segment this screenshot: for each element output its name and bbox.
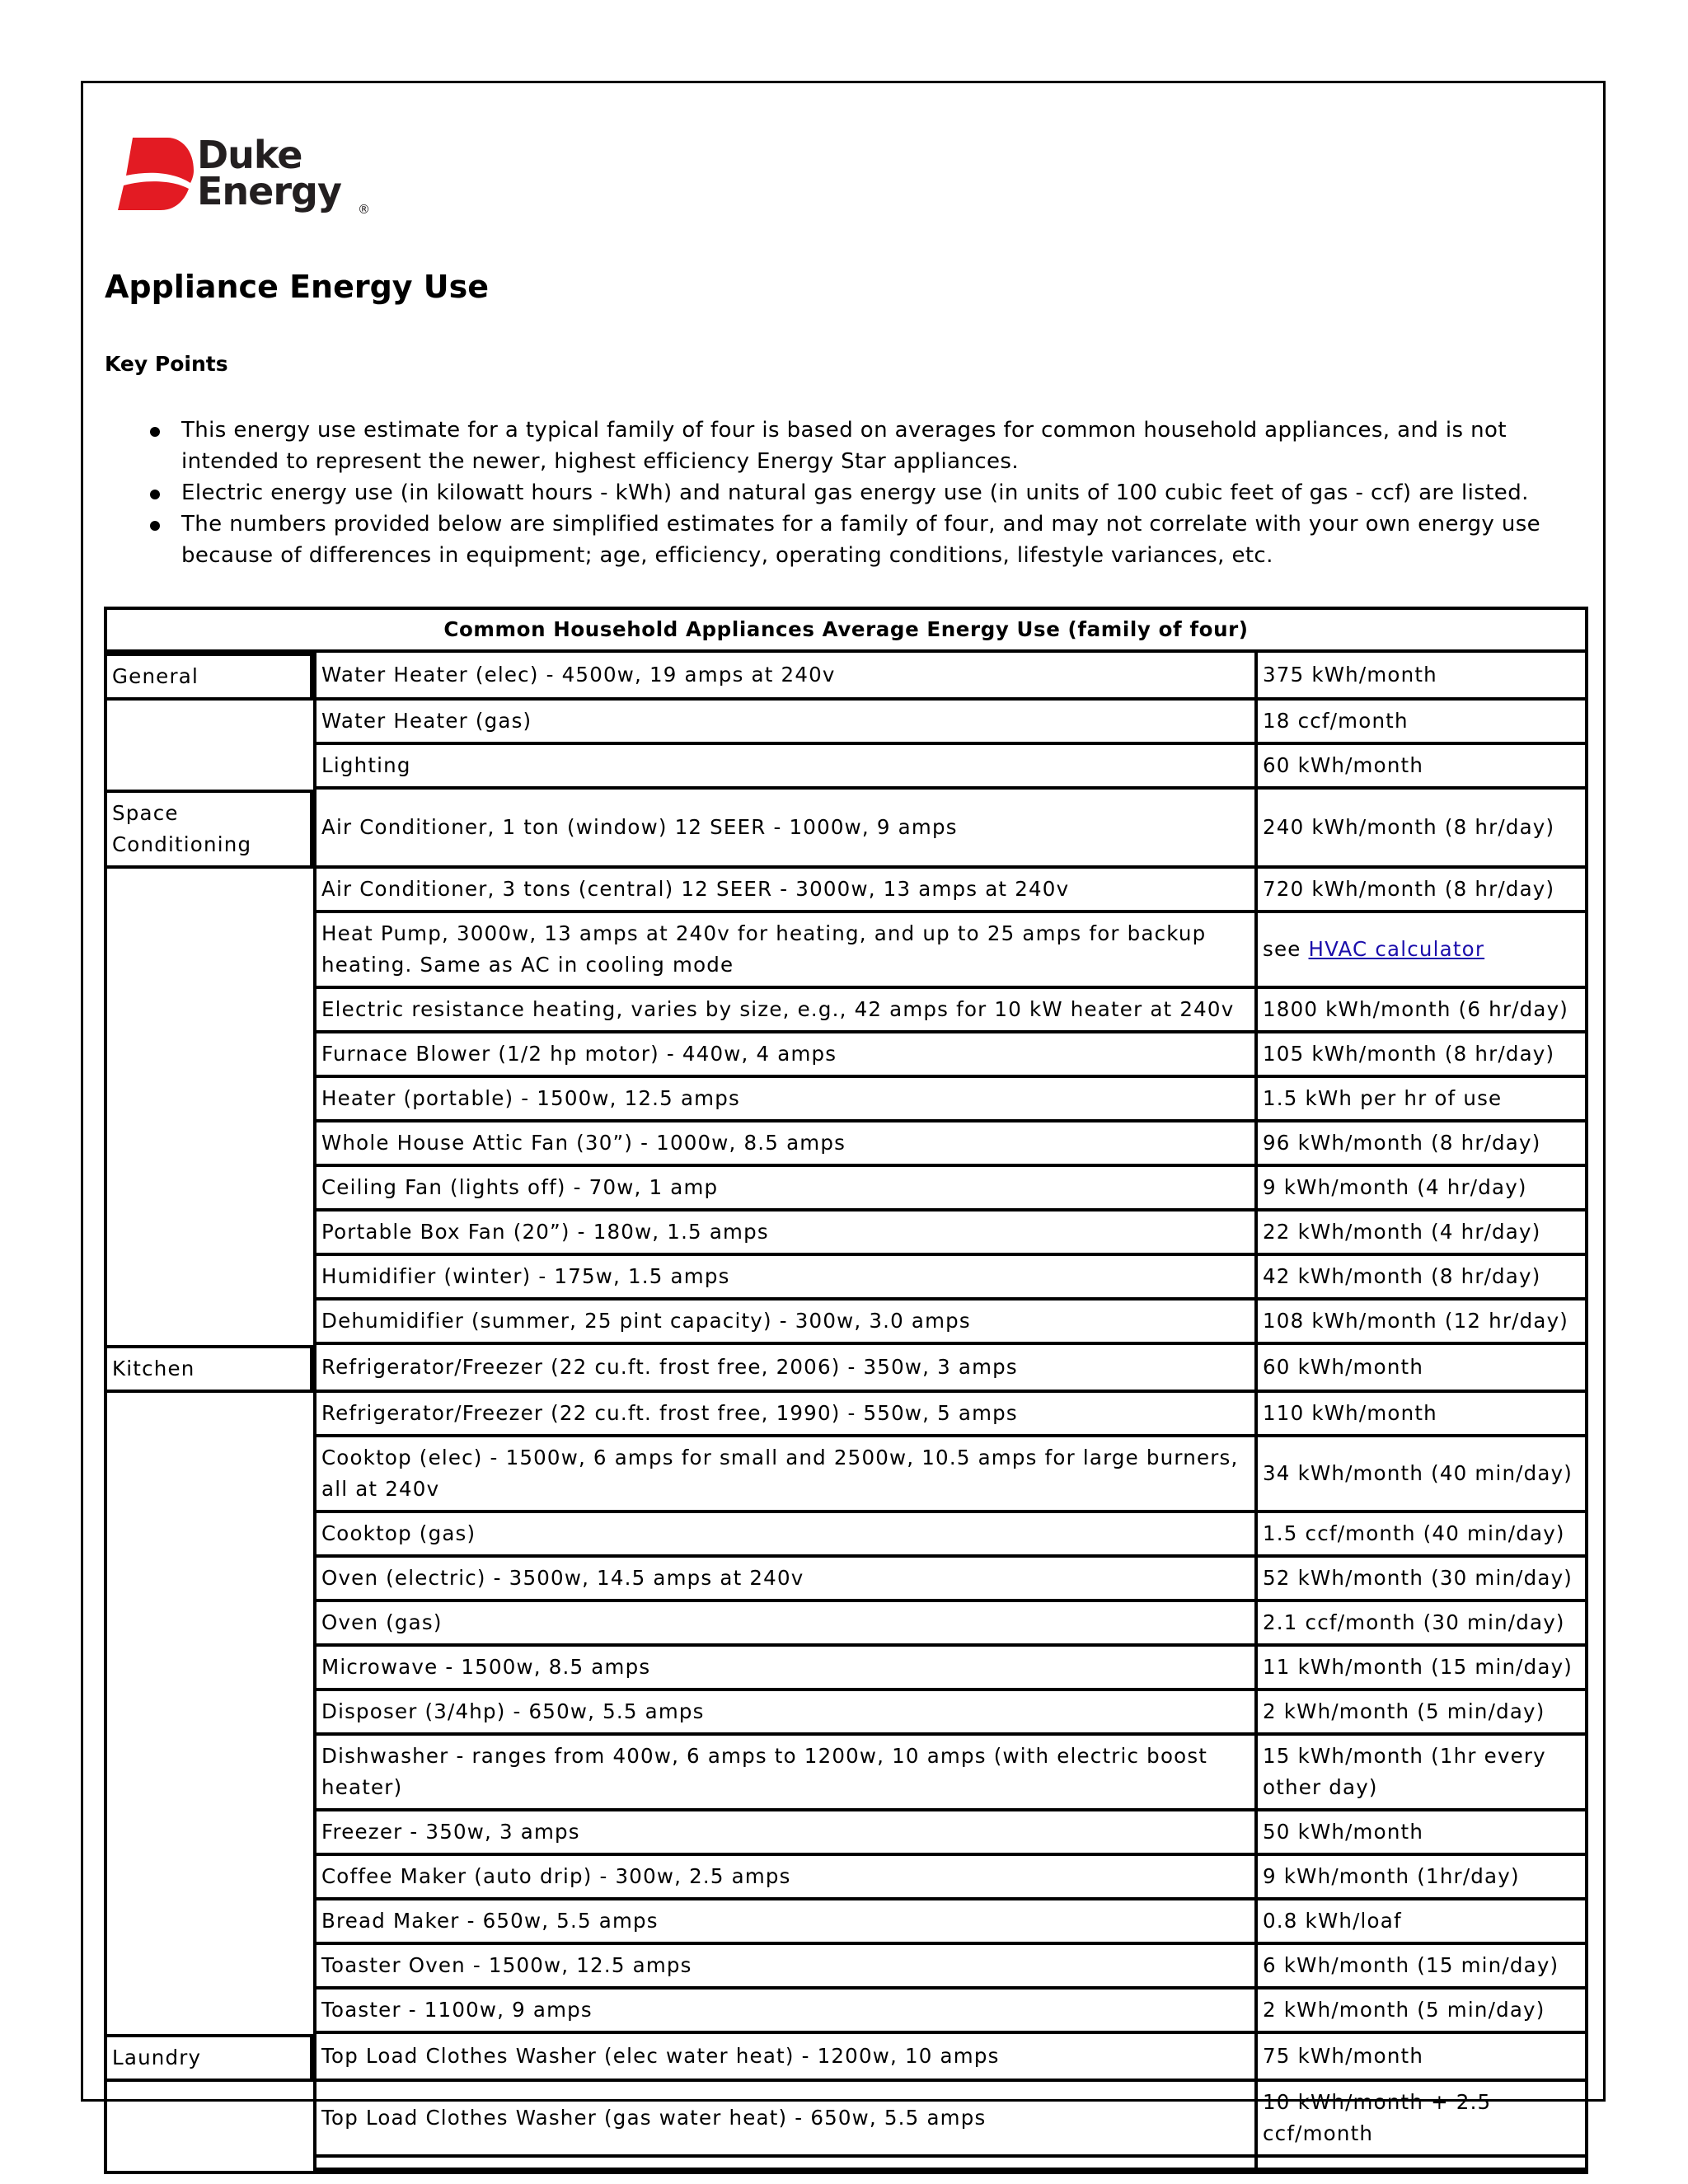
table-row xyxy=(107,790,1585,869)
usage-cell: 6 kWh/month (15 min/day) xyxy=(1258,1945,1585,1990)
appliance-cell: Coffee Maker (auto drip) - 300w, 2.5 amps xyxy=(313,1856,1258,1900)
usage-prefix: see xyxy=(1263,937,1301,961)
appliance-cell: Portable Box Fan (20”) - 180w, 1.5 amps xyxy=(313,1212,1258,1256)
table-row xyxy=(107,1558,1585,1602)
logo-word-duke: Duke xyxy=(197,133,302,177)
appliance-cell: Oven (electric) - 3500w, 14.5 amps at 240v xyxy=(313,1558,1258,1602)
usage-cell: 2 kWh/month (5 min/day) xyxy=(1258,1691,1585,1736)
appliance-cell: Heat Pump, 3000w, 13 amps at 240v for heating, and up to 25 amps for backup heating. Same as AC in cooling mode xyxy=(313,913,1258,989)
category-cell: Space Conditioning xyxy=(107,790,313,869)
usage-cell: 1800 kWh/month (6 hr/day) xyxy=(1258,989,1585,1033)
table-row xyxy=(107,989,1585,1033)
key-point-item xyxy=(105,415,1588,477)
table-row xyxy=(107,1256,1585,1301)
category-cell: Laundry xyxy=(107,2034,313,2082)
category-cell xyxy=(107,701,313,745)
category-cell xyxy=(107,1900,313,1945)
table-row xyxy=(107,745,1585,790)
duke-energy-logo xyxy=(116,133,396,223)
table-row xyxy=(107,1691,1585,1736)
usage-cell: 9 kWh/month (1hr/day) xyxy=(1258,1856,1585,1900)
table-row xyxy=(107,1945,1585,1990)
usage-cell: 42 kWh/month (8 hr/day) xyxy=(1258,1256,1585,1301)
table-row xyxy=(107,1811,1585,1856)
table-row xyxy=(107,1212,1585,1256)
page-title: Appliance Energy Use xyxy=(105,269,490,305)
usage-cell: 22 kWh/month (4 hr/day) xyxy=(1258,1212,1585,1256)
table-row xyxy=(107,701,1585,745)
hvac-calculator-link[interactable]: HVAC calculator xyxy=(1308,937,1485,961)
key-point-item xyxy=(105,509,1588,571)
bullet-icon xyxy=(150,521,160,531)
category-cell xyxy=(107,869,313,913)
usage-cell: 110 kWh/month xyxy=(1258,1393,1585,1437)
usage-cell: 18 ccf/month xyxy=(1258,701,1585,745)
appliance-energy-table xyxy=(104,607,1588,2174)
category-cell: General xyxy=(107,653,313,701)
appliance-cell: Microwave - 1500w, 8.5 amps xyxy=(313,1647,1258,1691)
bullet-icon xyxy=(150,490,160,499)
table-row xyxy=(107,913,1585,989)
table-row xyxy=(107,869,1585,913)
category-cell xyxy=(107,745,313,790)
category-cell xyxy=(107,1513,313,1558)
category-cell xyxy=(107,1736,313,1811)
usage-cell: 34 kWh/month (40 min/day) xyxy=(1258,1437,1585,1513)
table-row xyxy=(107,1900,1585,1945)
table-caption-row xyxy=(107,610,1585,653)
table-row xyxy=(107,653,1585,701)
category-cell xyxy=(107,1078,313,1122)
appliance-cell: Lighting xyxy=(313,745,1258,790)
category-cell xyxy=(107,1122,313,1167)
appliance-cell: Refrigerator/Freezer (22 cu.ft. frost free, 1990) - 550w, 5 amps xyxy=(313,1393,1258,1437)
usage-cell: 1.5 kWh per hr of use xyxy=(1258,1078,1585,1122)
category-cell xyxy=(107,1647,313,1691)
usage-cell: 60 kWh/month xyxy=(1258,1345,1585,1393)
table-row xyxy=(107,2082,1585,2158)
appliance-cell: Refrigerator/Freezer (22 cu.ft. frost free, 2006) - 350w, 3 amps xyxy=(313,1345,1258,1393)
appliance-cell: Toaster Oven - 1500w, 12.5 amps xyxy=(313,1945,1258,1990)
category-cell xyxy=(107,1945,313,1990)
appliance-cell: Top Load Clothes Washer (gas water heat) - 650w, 5.5 amps xyxy=(313,2082,1258,2158)
appliance-cell: Bread Maker - 650w, 5.5 amps xyxy=(313,1900,1258,1945)
category-cell xyxy=(107,1558,313,1602)
category-cell xyxy=(107,1393,313,1437)
table-row xyxy=(107,1345,1585,1393)
appliance-cell: Oven (gas) xyxy=(313,1602,1258,1647)
appliance-cell: Whole House Attic Fan (30”) - 1000w, 8.5 amps xyxy=(313,1122,1258,1167)
appliance-cell: Water Heater (elec) - 4500w, 19 amps at 240v xyxy=(313,653,1258,701)
usage-cell: 720 kWh/month (8 hr/day) xyxy=(1258,869,1585,913)
key-point-item xyxy=(105,477,1588,509)
category-cell xyxy=(107,1033,313,1078)
duke-energy-flame-icon xyxy=(116,134,195,213)
table-row xyxy=(107,1437,1585,1513)
table-row xyxy=(107,1602,1585,1647)
appliance-cell: Air Conditioner, 1 ton (window) 12 SEER - 1000w, 9 amps xyxy=(313,790,1258,869)
usage-cell: 105 kWh/month (8 hr/day) xyxy=(1258,1033,1585,1078)
appliance-cell: Cooktop (elec) - 1500w, 6 amps for small and 2500w, 10.5 amps for large burners, all at 240v xyxy=(313,1437,1258,1513)
appliance-cell: Toaster - 1100w, 9 amps xyxy=(313,1990,1258,2034)
appliance-cell: Cooktop (gas) xyxy=(313,1513,1258,1558)
usage-cell: 1.5 ccf/month (40 min/day) xyxy=(1258,1513,1585,1558)
category-cell xyxy=(107,1811,313,1856)
usage-cell: 15 kWh/month (1hr every other day) xyxy=(1258,1736,1585,1811)
usage-cell: 108 kWh/month (12 hr/day) xyxy=(1258,1301,1585,1345)
table-row xyxy=(107,1513,1585,1558)
table-row xyxy=(107,1301,1585,1345)
usage-cell: 96 kWh/month (8 hr/day) xyxy=(1258,1122,1585,1167)
category-cell: Kitchen xyxy=(107,1345,313,1393)
appliance-cell: Disposer (3/4hp) - 650w, 5.5 amps xyxy=(313,1691,1258,1736)
appliance-cell: Humidifier (winter) - 175w, 1.5 amps xyxy=(313,1256,1258,1301)
usage-cell: 52 kWh/month (30 min/day) xyxy=(1258,1558,1585,1602)
table-row xyxy=(107,1393,1585,1437)
usage-cell: 2 kWh/month (5 min/day) xyxy=(1258,1990,1585,2034)
key-points-heading: Key Points xyxy=(105,352,228,376)
category-cell xyxy=(107,1691,313,1736)
usage-cell: 240 kWh/month (8 hr/day) xyxy=(1258,790,1585,869)
table-row xyxy=(107,1736,1585,1811)
appliance-cell: Furnace Blower (1/2 hp motor) - 440w, 4 amps xyxy=(313,1033,1258,1078)
usage-cell xyxy=(1258,2158,1585,2171)
table-row xyxy=(107,1647,1585,1691)
usage-cell: 375 kWh/month xyxy=(1258,653,1585,701)
appliance-cell: Heater (portable) - 1500w, 12.5 amps xyxy=(313,1078,1258,1122)
table-row xyxy=(107,2158,1585,2171)
logo-word-energy: Energy xyxy=(197,169,341,213)
appliance-cell: Air Conditioner, 3 tons (central) 12 SEER - 3000w, 13 amps at 240v xyxy=(313,869,1258,913)
table-caption: Common Household Appliances Average Energy Use (family of four) xyxy=(107,610,1585,653)
table-row xyxy=(107,1167,1585,1212)
usage-cell: 2.1 ccf/month (30 min/day) xyxy=(1258,1602,1585,1647)
page-frame xyxy=(81,81,1606,2145)
category-cell xyxy=(107,2082,313,2158)
category-cell xyxy=(107,1856,313,1900)
key-points-list xyxy=(105,415,1588,571)
appliance-cell: Electric resistance heating, varies by size, e.g., 42 amps for 10 kW heater at 240v xyxy=(313,989,1258,1033)
appliance-cell: Freezer - 350w, 3 amps xyxy=(313,1811,1258,1856)
usage-cell: 10 kWh/month + 2.5 ccf/month xyxy=(1258,2082,1585,2158)
logo-registered-mark: ® xyxy=(358,202,370,217)
appliance-cell xyxy=(313,2158,1258,2171)
usage-cell: 9 kWh/month (4 hr/day) xyxy=(1258,1167,1585,1212)
appliance-cell: Ceiling Fan (lights off) - 70w, 1 amp xyxy=(313,1167,1258,1212)
usage-cell: 50 kWh/month xyxy=(1258,1811,1585,1856)
table-row xyxy=(107,1122,1585,1167)
category-cell xyxy=(107,2158,313,2171)
appliance-cell: Water Heater (gas) xyxy=(313,701,1258,745)
category-cell xyxy=(107,1437,313,1513)
appliance-cell: Dishwasher - ranges from 400w, 6 amps to 1200w, 10 amps (with electric boost heater) xyxy=(313,1736,1258,1811)
bullet-icon xyxy=(150,427,160,437)
table-row xyxy=(107,1990,1585,2034)
category-cell xyxy=(107,1990,313,2034)
usage-cell: 75 kWh/month xyxy=(1258,2034,1585,2082)
usage-cell: 0.8 kWh/loaf xyxy=(1258,1900,1585,1945)
usage-cell: 60 kWh/month xyxy=(1258,745,1585,790)
category-cell xyxy=(107,989,313,1033)
table-row xyxy=(107,1078,1585,1122)
appliance-cell: Dehumidifier (summer, 25 pint capacity) - 300w, 3.0 amps xyxy=(313,1301,1258,1345)
key-point-text: Electric energy use (in kilowatt hours - kWh) and natural gas energy use (in units of 100 cubic feet of gas - ccf) are listed. xyxy=(181,480,1529,505)
category-cell xyxy=(107,913,313,989)
category-cell xyxy=(107,1602,313,1647)
usage-cell xyxy=(1258,913,1585,989)
key-point-text: The numbers provided below are simplified estimates for a family of four, and may not correlate with your own energy use because of differences in equipment; age, efficiency, operating conditions, lifestyle variances, etc. xyxy=(181,512,1541,568)
appliance-cell: Top Load Clothes Washer (elec water heat) - 1200w, 10 amps xyxy=(313,2034,1258,2082)
table-row xyxy=(107,1856,1585,1900)
table-row xyxy=(107,1033,1585,1078)
table-row xyxy=(107,2034,1585,2082)
category-cell xyxy=(107,1301,313,1345)
category-cell xyxy=(107,1167,313,1212)
category-cell xyxy=(107,1256,313,1301)
category-cell xyxy=(107,1212,313,1256)
key-point-text: This energy use estimate for a typical family of four is based on averages for common household appliances, and is not intended to represent the newer, highest efficiency Energy Star appliances. xyxy=(181,418,1507,474)
usage-cell: 11 kWh/month (15 min/day) xyxy=(1258,1647,1585,1691)
table-body xyxy=(107,653,1585,2171)
